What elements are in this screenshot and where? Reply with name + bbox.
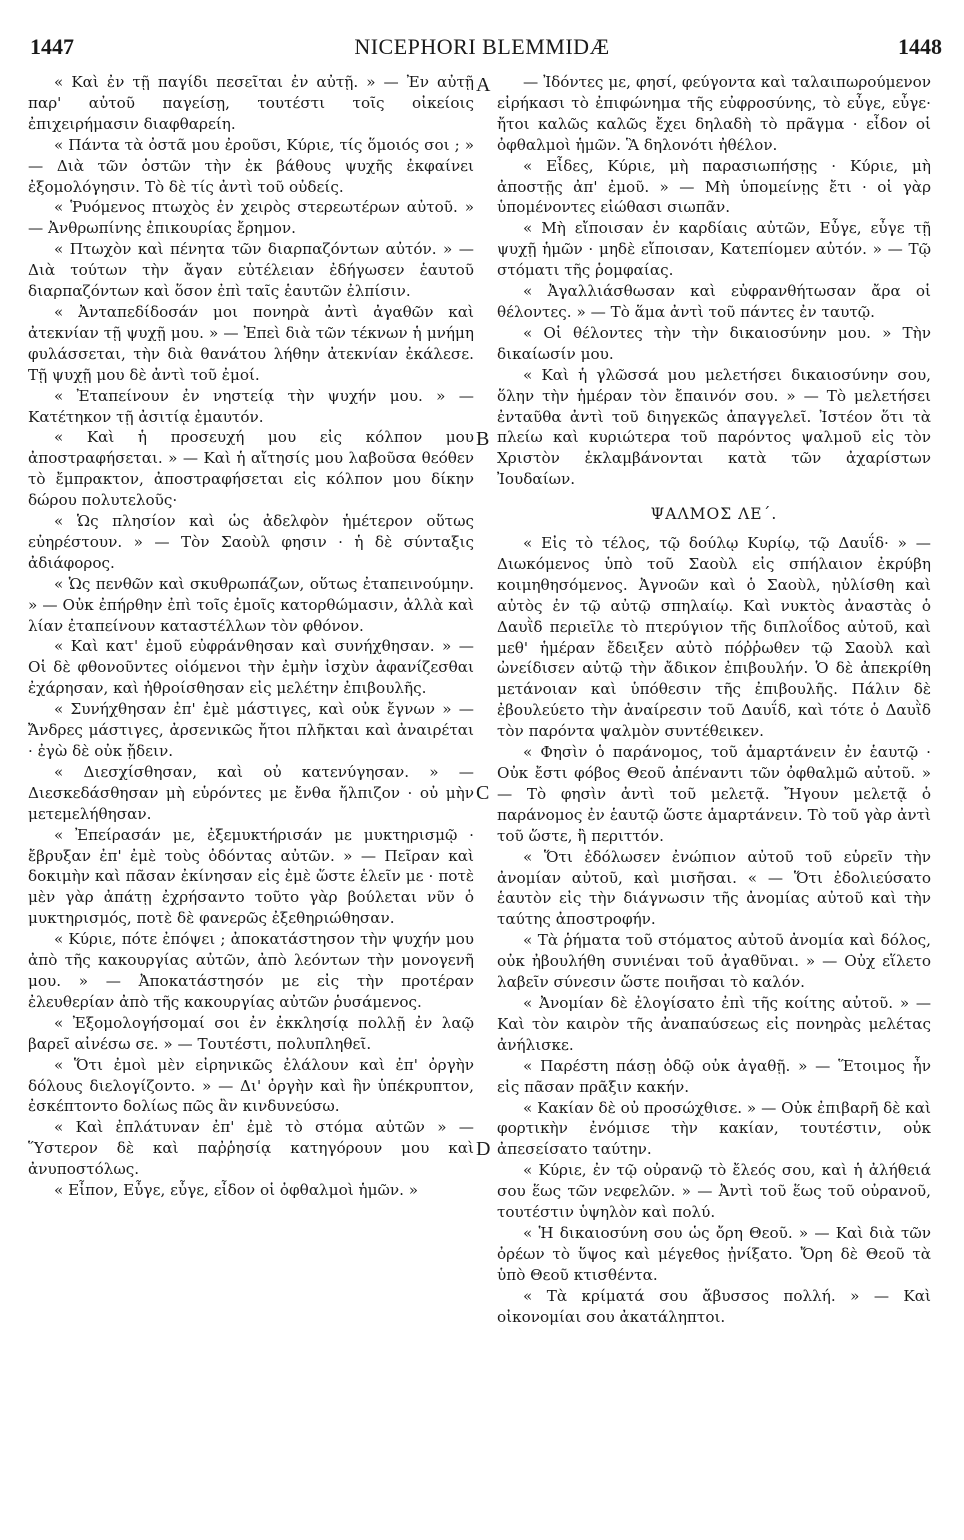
right-paragraph: « Εἶδες, Κύριε, μὴ παρασιωπήσῃς · Κύριε, μὴ ἀποστῇς ἀπ' ἐμοῦ. » — Μὴ ὑπομείνῃς ἔτι · οἱ γὰρ ὑπομένοντες εἰώθασι σιωπᾶν.	[497, 156, 931, 217]
left-paragraph: « Κύριε, πότε ἐπόψει ; ἀποκατάστησον τὴν ψυχήν μου ἀπὸ τῆς κακουργίας αὐτῶν, ἀπὸ λεόντων τὴν μονογενῆ μου. » — Ἀποκατάστησόν με εἰς τὴν προτέραν ἐλευθερίαν ἀπὸ τῆς κακουργίας αὐτῶν ῥυσάμενος.	[28, 930, 474, 1011]
left-paragraph: « Συνήχθησαν ἐπ' ἐμὲ μάστιγες, καὶ οὐκ ἔγνων » — Ἄνδρες μάστιγες, ἀρσενικῶς ἤτοι πλῆκται καὶ ἀναιρέται · ἐγὼ δὲ οὐκ ᾔδειν.	[28, 700, 474, 760]
left-paragraph: « Καὶ ἐν τῇ παγίδι πεσεῖται ἐν αὐτῇ. » — Ἐν αὐτῇ παρ' αὐτοῦ παγείσῃ, τουτέστι τοῖς οἰκείοις ἐπιχειρήμασιν διαφθαρείη.	[28, 73, 474, 133]
left-paragraph: « Ἀνταπεδίδοσάν μοι πονηρὰ ἀντὶ ἀγαθῶν καὶ ἀτεκνίαν τῇ ψυχῇ μου. » — Ἐπεὶ διὰ τῶν τέκνων ἡ μνήμη φυλάσσεται, τὴν διὰ θανάτου λήθην ἀτεκνίαν ἐκάλεσε. Τῇ ψυχῇ μου δὲ ἀντὶ τοῦ ἐμοί.	[28, 302, 474, 384]
psalm-heading: ΨΑΛΜΟΣ ΛΕ΄.	[650, 505, 778, 524]
left-paragraph: « Ἐξομολογήσομαί σοι ἐν ἐκκλησίᾳ πολλῇ ἐν λαῷ βαρεῖ αἰνέσω σε. » — Τουτέστι, πολυπληθεῖ.	[28, 1013, 474, 1053]
margin-marker-d: D	[476, 1138, 491, 1160]
right-paragraph: « Καὶ ἡ γλῶσσά μου μελετήσει δικαιοσύνην σου, ὅλην τὴν ἡμέραν τὸν ἔπαινόν σου. » — Τὸ μελετήσει ἐνταῦθα ἀντὶ τοῦ διηγεκῶς ἀπαγγελεῖ. Ἰστέον ὅτι τὰ πλείω καὶ κυριώτερα τοῦ παρόντος ψαλμοῦ εἰς τὸν Χριστὸν ἐκλαμβάνονται κατὰ τῶν ἀχαρίστων Ἰουδαίων.	[497, 365, 931, 489]
margin-marker-b: B	[476, 428, 490, 450]
left-paragraph: « Ὡς πλησίον καὶ ὡς ἀδελφὸν ἡμέτερον οὕτως εὐηρέστουν. » — Τὸν Σαοὺλ φησιν · ἡ δὲ σύνταξις ἀδιάφορος.	[28, 512, 474, 572]
left-paragraph: « Πτωχὸν καὶ πένητα τῶν διαρπαζόντων αὐτόν. » — Διὰ τούτων τὴν ἄγαν εὐτέλειαν ἐδήγωσεν ἑαυτοῦ διαρπαζόντων καὶ ὅσον ἐπὶ ταῖς ἑαυτῶν ἐλπίσιν.	[28, 240, 474, 301]
right-paragraph: « Κύριε, ἐν τῷ οὐρανῷ τὸ ἔλεός σου, καὶ ἡ ἀλήθειά σου ἕως τῶν νεφελῶν. » — Ἀντὶ τοῦ ἕως τοῦ οὐρανοῦ, τουτέστιν ὑψηλὸν καὶ πολύ.	[497, 1161, 931, 1222]
left-page-number: 1447	[30, 34, 74, 59]
right-paragraph: « Παρέστη πάσῃ ὁδῷ οὐκ ἀγαθῇ. » — Ἕτοιμος ἦν εἰς πᾶσαν πρᾶξιν κακήν.	[497, 1056, 931, 1096]
right-paragraph: « Οἱ θέλοντες τὴν τὴν δικαιοσύνην μου. » Τὴν δικαίωσίν μου.	[497, 323, 931, 363]
left-paragraph: « Ὅτι ἐμοὶ μὲν εἰρηνικῶς ἐλάλουν καὶ ἐπ' ὀργὴν δόλους διελογίζοντο. » — Δι' ὀργὴν καὶ ἣν ὑπέκρυπτον, ἐσκέπτοντο δολίως πῶς ἂν κινδυνεύσω.	[28, 1055, 474, 1116]
right-paragraph: « Κακίαν δὲ οὐ προσώχθισε. » — Οὐκ ἐπιβαρῆ δὲ καὶ φορτικὴν ἐνόμισε τὴν κακίαν, τουτέστιν, οὐκ ἀπεσείσατο ταύτην.	[497, 1098, 931, 1159]
right-paragraph: — Ἰδόντες με, φησί, φεύγοντα καὶ ταλαιπωρούμενον εἰρήκασι τὸ ἐπιφώνημα τῆς εὐφροσύνης, τὸ εὖγε, εὖγε· ἤτοι καλῶς καλῶς ἔχει δηλαδὴ τὸ πρᾶγμα · εἶδον οἱ ὀφθαλμοὶ ἡμῶν. Ἃ δηλονότι ἠθέλον.	[497, 73, 931, 154]
left-paragraph: « Εἶπον, Εὖγε, εὖγε, εἶδον οἱ ὀφθαλμοὶ ἡμῶν. »	[54, 1181, 419, 1200]
running-title: NICEPHORI BLEMMIDÆ	[354, 34, 610, 59]
right-paragraph: « Ὅτι ἐδόλωσεν ἐνώπιον αὐτοῦ τοῦ εὑρεῖν τὴν ἀνομίαν αὐτοῦ, καὶ μισῆσαι. « — Ὅτι ἐδολιεύσατο ἑαυτὸν εἰς τὴν διάγνωσιν τῆς ἀνομίας αὐτοῦ καὶ τὴν ταύτης ἀποστροφήν.	[497, 847, 931, 929]
left-paragraph: « Ἐπείρασάν με, ἐξεμυκτήρισάν με μυκτηρισμῷ · ἔβρυξαν ἐπ' ἐμὲ τοὺς ὀδόντας αὐτῶν. » — Πεῖραν καὶ δοκιμὴν καὶ πᾶσαν ἐκίνησαν εἰς ἐμὲ ὥστε ἑλεῖν με · ποτὲ μὲν γὰρ ἀπάτῃ ἐχρήσαντο τοῦτο γὰρ βούλεται νῦν ὁ μυκτηρισμός, ποτὲ δὲ φανερῶς ἐξεθηριώθησαν.	[28, 825, 474, 928]
left-paragraph: « Ἐταπείνουν ἐν νηστείᾳ τὴν ψυχήν μου. » — Κατέτηκον τῇ ἀσιτίᾳ ἐμαυτόν.	[28, 386, 474, 426]
left-paragraph: « Καὶ ἡ προσευχή μου εἰς κόλπον μου ἀποστραφήσεται. » — Καὶ ἡ αἴτησίς μου λαβοῦσα θεόθεν τὸ ἔμπρακτον, ἀποστραφήσεται εἰς κόλπον μου δίκην δώρου πολυτελοῦς·	[28, 428, 474, 510]
margin-marker-a: A	[476, 74, 491, 96]
right-paragraph: « Ἡ δικαιοσύνη σου ὡς ὄρη Θεοῦ. » — Καὶ διὰ τῶν ὀρέων τὸ ὕψος καὶ μέγεθος ᾐνίξατο. Ὄρη δὲ Θεοῦ τὰ ὑπὸ Θεοῦ κτισθέντα.	[497, 1223, 931, 1284]
left-paragraph: « Καὶ κατ' ἐμοῦ εὐφράνθησαν καὶ συνήχθησαν. » — Οἱ δὲ φθονοῦντες οἰόμενοι τὴν ἐμὴν ἰσχὺν ἀφανίζεσθαι ἐχάρησαν, καὶ ἠθροίσθησαν εἰς μελέτην ἐπιβουλῆς.	[28, 637, 474, 698]
page-header	[20, 34, 944, 64]
right-paragraph: « Φησὶν ὁ παράνομος, τοῦ ἁμαρτάνειν ἐν ἑαυτῷ · Οὐκ ἔστι φόβος Θεοῦ ἀπέναντι τῶν ὀφθαλμῶ αὐτοῦ. » — Τὸ φησὶν ἀντὶ τοῦ μελετᾷ. Ἤγουν μελετᾷ ὁ παράνομος ἐν ἑαυτῷ ὥστε ἁμαρτάνειν. Τὸ τοῦ γὰρ ἀντὶ τοῦ ὥστε, ἢ περιττόν.	[497, 743, 931, 845]
left-paragraph: « Καὶ ἐπλάτυναν ἐπ' ἐμὲ τὸ στόμα αὐτῶν » — Ὕστερον δὲ καὶ παῤῥησίᾳ κατηγόρουν μου καὶ ἀνυποστόλως.	[28, 1118, 474, 1179]
right-paragraph: « Τὰ κρίματά σου ἄβυσσος πολλή. » — Καὶ οἰκονομίαι σου ἀκατάληπτοι.	[497, 1286, 931, 1326]
right-column	[497, 72, 931, 1327]
margin-marker-c: C	[476, 782, 490, 804]
right-paragraph: « Μὴ εἴποισαν ἐν καρδίαις αὐτῶν, Εὖγε, εὖγε τῇ ψυχῇ ἡμῶν · μηδὲ εἴποισαν, Κατεπίομεν αὐτόν. » — Τῷ στόματι τῆς ῥομφαίας.	[497, 219, 931, 280]
right-paragraph: « Ἀνομίαν δὲ ἐλογίσατο ἐπὶ τῆς κοίτης αὐτοῦ. » — Καὶ τὸν καιρὸν τῆς ἀναπαύσεως εἰς πονηρὰς μελέτας ἀνήλισκε.	[497, 993, 931, 1054]
left-column	[28, 72, 474, 1201]
left-paragraph: « Ῥυόμενος πτωχὸς ἐν χειρὸς στερεωτέρων αὐτοῦ. » — Ἀνθρωπίνης ἐπικουρίας ἔρημον.	[28, 198, 474, 238]
right-paragraph: « Ἀγαλλιάσθωσαν καὶ εὐφρανθήτωσαν ἄρα οἱ θέλοντες. » — Τὸ ἅμα ἀντὶ τοῦ πάντες ἐν ταυτῷ.	[497, 282, 931, 321]
left-paragraph: « Διεσχίσθησαν, καὶ οὐ κατενύγησαν. » — Διεσκεδάσθησαν μὴ εὑρόντες με ἔνθα ἤλπιζον · οὐ μὴν μετεμελήθησαν.	[28, 762, 474, 823]
right-paragraph: « Εἰς τὸ τέλος, τῷ δούλῳ Κυρίῳ, τῷ Δαυΐδ· » — Διωκόμενος ὑπὸ τοῦ Σαοὺλ εἰς σπήλαιον ἐκρύβη κοιμηθησόμενος. Ἀγνοῶν καὶ ὁ Σαοὺλ, ηὐλίσθη καὶ αὐτὸς ἐν τῷ αὐτῷ σπηλαίῳ. Καὶ νυκτὸς ἀναστὰς ὁ Δαυῒδ περιεῖλε τὸ πτερύγιον τῆς διπλοΐδος αὐτοῦ, καὶ μεθ' ἡμέραν ἔδειξεν αὐτὸ πόῤῥωθεν τῷ Σαοὺλ καὶ ὠνείδισεν αὐτῷ τὴν ἄδικον ἐπιβουλήν. Ὁ δὲ ἀπεκρίθη μετάνοιαν καὶ ὑπόθεσιν τῆς ἐπιβουλῆς. Πάλιν δὲ ἐβουλεύετο τὴν ἀναίρεσιν τοῦ Δαυΐδ, καὶ τότε ὁ Δαυῒδ τὸν παρόντα ψαλμὸν συντέθεικεν.	[497, 534, 931, 741]
left-paragraph: « Πάντα τὰ ὀστᾶ μου ἐροῦσι, Κύριε, τίς ὅμοιός σοι ; » — Διὰ τῶν ὀστῶν τὴν ἐκ βάθους ψυχῆς ἐκφαίνει ἐξομολόγησιν. Τὸ δὲ τίς ἀντὶ τοῦ οὐδείς.	[28, 135, 474, 196]
left-paragraph: « Ὡς πενθῶν καὶ σκυθρωπάζων, οὕτως ἐταπεινούμην. » — Οὐκ ἐπήρθην ἐπὶ τοῖς ἐμοῖς κατορθώμασιν, ἀλλὰ καὶ λίαν ἐταπείνουν καταστέλλων τὸν φθόνον.	[28, 574, 474, 635]
right-page-number: 1448	[898, 34, 942, 59]
right-paragraph: « Τὰ ῥήματα τοῦ στόματος αὐτοῦ ἀνομία καὶ δόλος, οὐκ ἠβουλήθη συνιέναι τοῦ ἀγαθῦναι. » — Οὐχ εἵλετο λαβεῖν σύνεσιν ὥστε ποιῆσαι τὸ καλόν.	[497, 931, 931, 992]
